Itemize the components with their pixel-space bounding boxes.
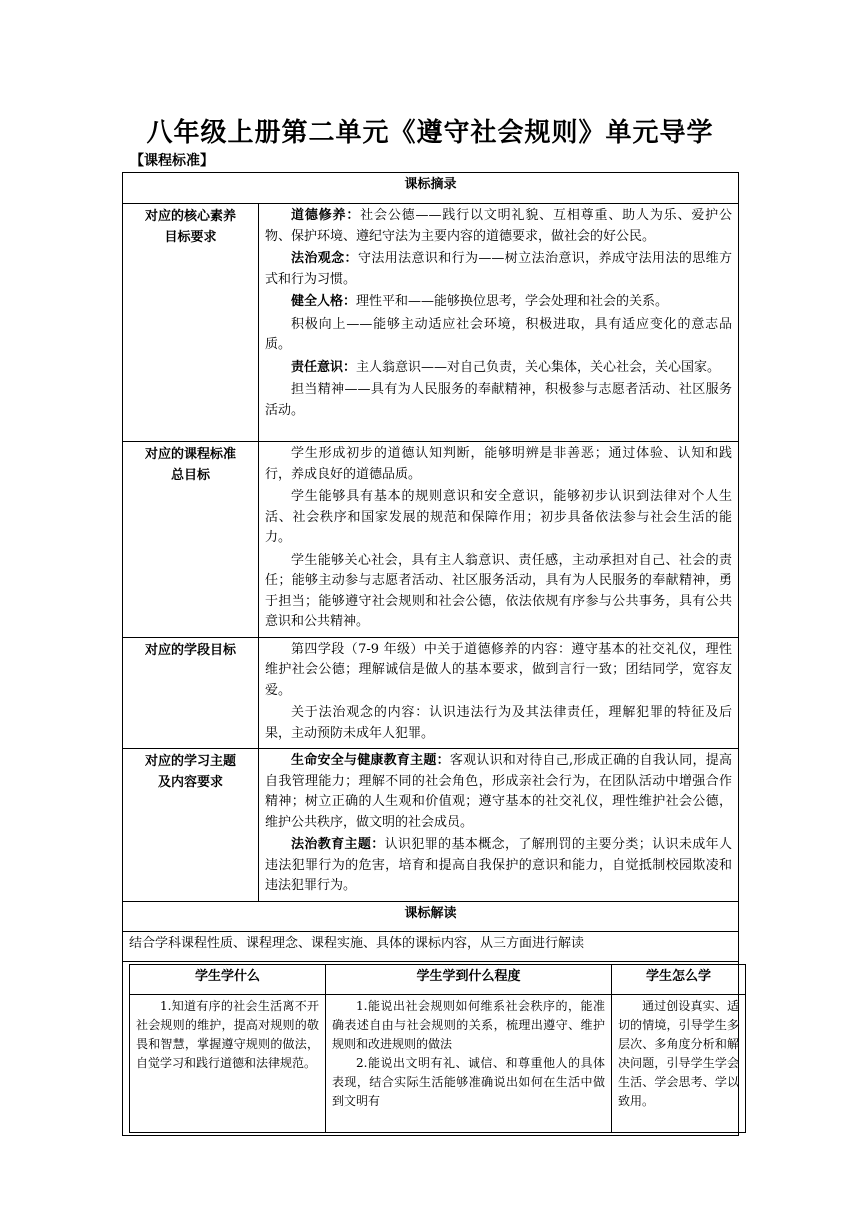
table-header-interpretation: 课标解读: [123, 901, 739, 931]
row-label-line: 对应的课程标准: [144, 447, 236, 462]
para-text: 担当精神——具有为人民服务的奉献精神，积极参与志愿者活动、社区服务活动。: [265, 382, 733, 418]
para-text: 认识犯罪的基本概念，了解刑罚的主要分类；认识未成年人违法犯罪行为的危害，培育和提高自我保护的意识和能力，自觉抵制校园欺凌和违法犯罪行为。: [265, 837, 733, 893]
para-text: 客观认识和对待自己,形成正确的自我认同，提高自我管理能力；理解不同的社会角色，形成亲社会行为，在团队活动中增强合作精神；树立正确的人生观和价值观；遵守基本的社交礼仪，理性维护社会公德，维护公共秩序，做文明的社会成员。: [265, 753, 733, 830]
content-paragraph: [265, 315, 732, 356]
content-paragraph: [265, 380, 732, 421]
how-to-learn-cell: [612, 994, 746, 1132]
content-paragraph: [265, 835, 732, 897]
para-text: 守法用法意识和行为——树立法治意识，养成守法用法的思维方式和行为习惯。: [265, 251, 732, 287]
content-paragraph: [265, 249, 732, 290]
row-label-line: 及内容要求: [157, 775, 223, 790]
row-label-curriculum-goal: [123, 442, 259, 638]
content-paragraph: [265, 751, 732, 833]
cell-text: 1.能说出社会规则如何维系社会秩序的，能准确表述自由与社会规则的关系，梳理出遵守、维护规则和改进规则的做法: [332, 998, 605, 1051]
row-label-line: 对应的学习主题: [144, 754, 236, 769]
row-content-stage-goal: [259, 637, 739, 749]
content-paragraph: [265, 703, 732, 744]
content-paragraph: [265, 551, 732, 633]
page-title: 八年级上册第二单元《遵守社会规则》单元导学: [146, 118, 714, 148]
row-label-line: 对应的核心素养: [144, 209, 236, 224]
row-label-core-literacy: [123, 204, 259, 442]
para-heading: 道德修养：: [291, 208, 361, 223]
row-content-core-literacy: [259, 204, 739, 442]
para-text: 学生能够具有基本的规则意识和安全意识，能够初步认识到法律对个人生活、社会秩序和国家发展的规范和保障作用；初步具备依法参与社会生活的能力。: [265, 489, 733, 545]
para-heading: 健全人格：: [291, 294, 357, 309]
learning-level-cell: [326, 994, 612, 1132]
cell-text: 2.能说出文明有礼、诚信、和尊重他人的具体表现，结合实际生活能够准确说出如何在生活中做到文明有: [332, 1055, 605, 1108]
para-text: 第四学段（7-9 年级）中关于道德修养的内容：遵守基本的社交礼仪，理性维护社会公德；理解诚信是做人的基本要求，做到言行一致；团结同学，宽容友爱。: [265, 641, 733, 698]
para-heading: 法治观念：: [291, 251, 358, 266]
column-header: 学生学什么: [130, 964, 326, 994]
row-content-learning-theme: [259, 749, 739, 902]
para-heading: 生命安全与健康教育主题：: [291, 753, 450, 768]
table-header-excerpt: 课标摘录: [123, 173, 739, 204]
para-text: 理性平和——能够换位思考，学会处理和社会的关系。: [356, 294, 669, 309]
content-paragraph: [265, 206, 732, 247]
what-to-learn-cell: [130, 994, 326, 1132]
para-heading: 责任意识：: [291, 359, 357, 375]
para-text: 学生形成初步的道德认知判断，能够明辨是非善恶；通过体验、认知和践行，养成良好的道德品质。: [265, 446, 733, 482]
para-text: 学生能够关心社会，具有主人翁意识、责任感，主动承担对自己、社会的责任；能够主动参与志愿者活动、社区服务活动，具有为人民服务的奉献精神，勇于担当；能够遵守社会规则和社会公德，依法依规有序参与公共事务，具有公共意识和公共精神。: [265, 552, 733, 629]
row-content-curriculum-goal: [259, 442, 739, 638]
cell-text: 通过创设真实、适切的情境，引导学生多层次、多角度分析和解决问题，引导学生学会生活、学会思考、学以致用。: [618, 998, 739, 1108]
para-text: 关于法治观念的内容：认识违法行为及其法律责任，理解犯罪的特征及后果，主动预防未成年人犯罪。: [265, 705, 733, 741]
column-header: 学生怎么学: [612, 964, 746, 994]
section-label: 【课程标准】: [130, 153, 214, 169]
row-label-line: 对应的学段目标: [144, 642, 236, 658]
content-paragraph: [265, 292, 732, 313]
content-paragraph: [265, 640, 732, 702]
para-text: 社会公德——践行以文明礼貌、互相尊重、助人为乐、爱护公物、保护环境、遵纪守法为主要内容的道德要求，做社会的好公民。: [265, 208, 732, 244]
para-text: 主人翁意识——对自己负责，关心集体，关心社会，关心国家。: [356, 359, 721, 375]
content-paragraph: [265, 444, 732, 485]
interpretation-table: [129, 964, 746, 1133]
standards-table: [122, 172, 739, 1136]
content-paragraph: [265, 358, 732, 379]
row-label-learning-theme: [123, 749, 259, 902]
column-header: 学生学到什么程度: [326, 964, 612, 994]
cell-text: 1.知道有序的社会生活离不开社会规则的维护，提高对规则的敬畏和智慧，掌握遵守规则的做法，自觉学习和践行道德和法律规范。: [136, 998, 319, 1070]
content-paragraph: [265, 487, 732, 549]
row-label-line: 目标要求: [164, 230, 217, 245]
para-heading: 法治教育主题：: [291, 837, 385, 852]
row-label-line: 总目标: [170, 468, 210, 483]
interpretation-cell: [123, 961, 739, 1135]
para-text: 积极向上——能够主动适应社会环境，积极进取，具有适应变化的意志品质。: [265, 316, 733, 352]
interpretation-intro: 结合学科课程性质、课程理念、课程实施、具体的课标内容，从三方面进行解读: [123, 931, 739, 961]
row-label-stage-goal: [123, 637, 259, 749]
